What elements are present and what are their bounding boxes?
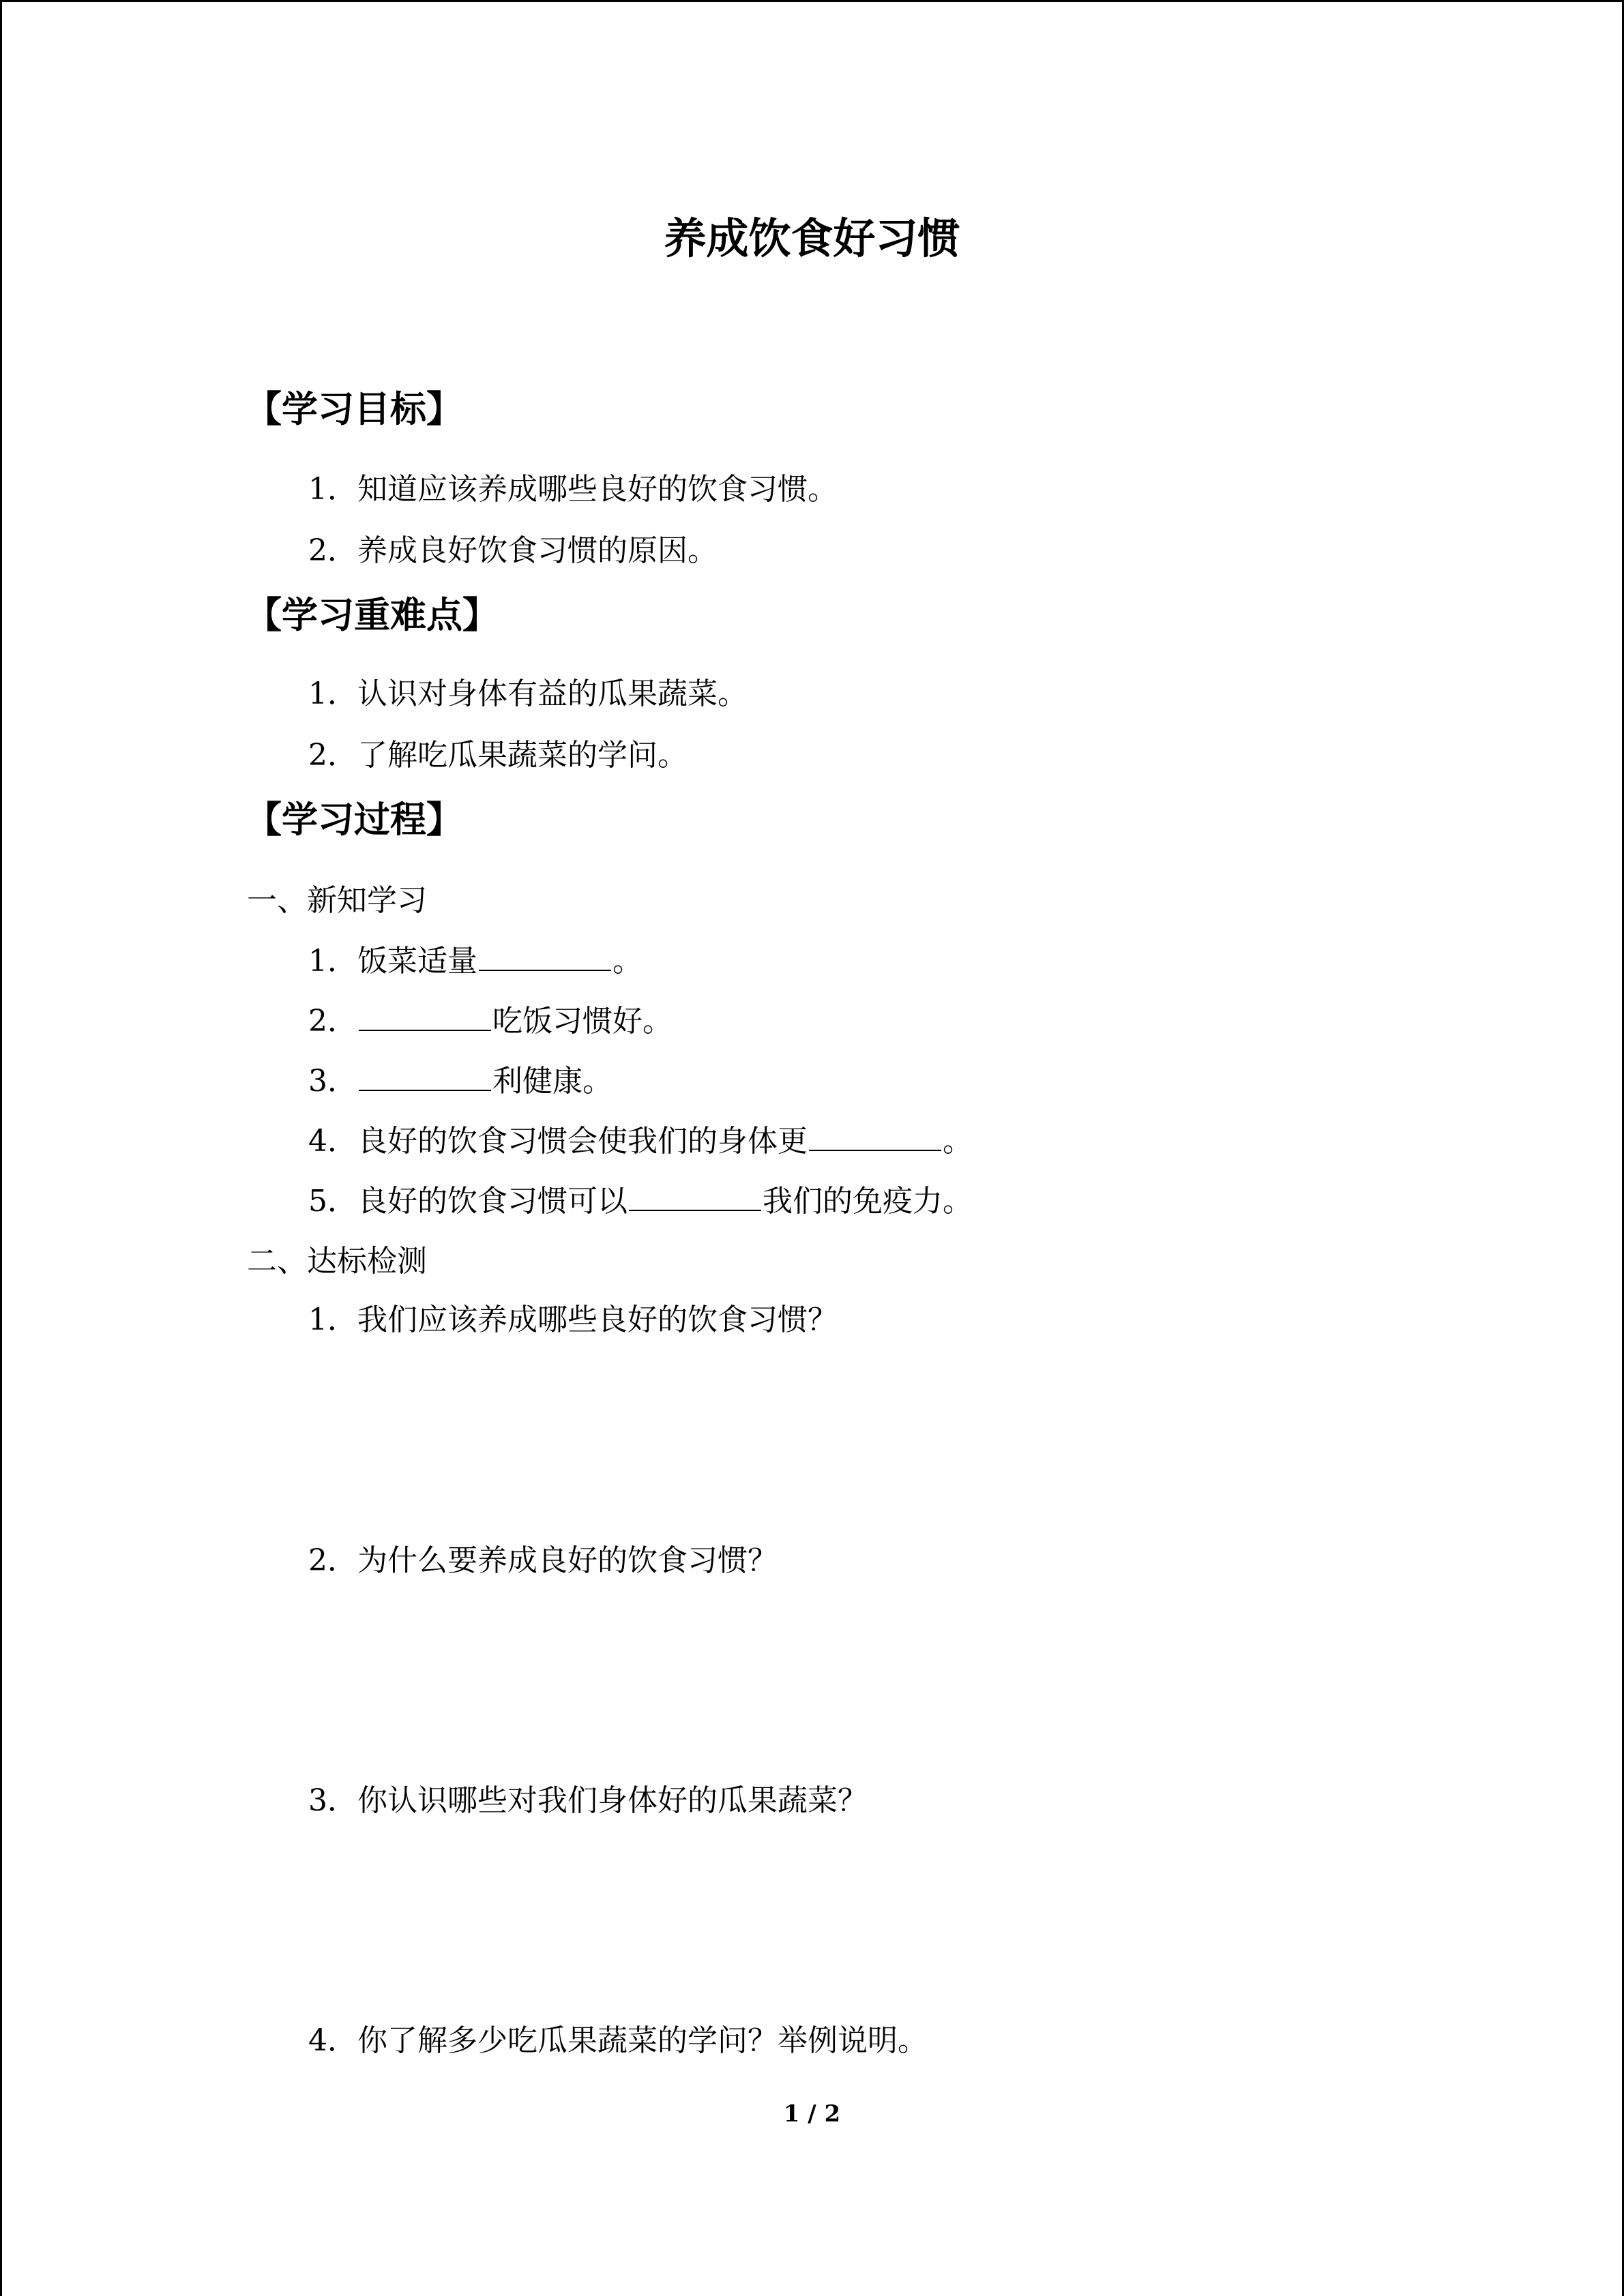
part1-label: 一、新知学习 xyxy=(247,883,427,918)
fill-in-item-2 xyxy=(308,999,673,1044)
fill-in-text-after: 利健康。 xyxy=(492,1064,612,1099)
fill-in-text-after: 。 xyxy=(612,944,643,979)
fill-in-text-before: 1．饭菜适量 xyxy=(308,944,477,979)
page-top-border xyxy=(0,0,1624,2)
fill-in-text-after: 吃饭习惯好。 xyxy=(492,1004,673,1039)
answer-blank[interactable] xyxy=(629,1180,761,1211)
answer-blank[interactable] xyxy=(359,1000,491,1031)
fill-in-item-4 xyxy=(308,1119,973,1164)
key-points-heading: 【学习重难点】 xyxy=(246,594,499,636)
fill-in-text-before: 5．良好的饮食习惯可以 xyxy=(308,1184,628,1219)
answer-blank[interactable] xyxy=(809,1120,941,1151)
goals-item-1: 1．知道应该养成哪些良好的饮食习惯。 xyxy=(308,472,838,507)
part2-label: 二、达标检测 xyxy=(247,1244,427,1279)
fill-in-item-3 xyxy=(308,1059,612,1104)
question-4: 4．你了解多少吃瓜果蔬菜的学问？举例说明。 xyxy=(308,2023,928,2058)
fill-in-item-5 xyxy=(308,1179,973,1224)
fill-in-text-before: 4．良好的饮食习惯会使我们的身体更 xyxy=(308,1124,808,1159)
fill-in-text-after: 我们的免疫力。 xyxy=(763,1184,973,1219)
goals-heading: 【学习目标】 xyxy=(246,388,462,430)
fill-in-text-after: 。 xyxy=(943,1124,973,1159)
page-left-border xyxy=(0,0,2,2296)
answer-blank[interactable] xyxy=(479,940,611,971)
question-1: 1．我们应该养成哪些良好的饮食习惯？ xyxy=(308,1302,838,1337)
question-2: 2．为什么要养成良好的饮食习惯？ xyxy=(308,1543,778,1578)
fill-in-text-before: 3． xyxy=(308,1064,357,1099)
goals-item-2: 2．养成良好饮食习惯的原因。 xyxy=(308,533,718,568)
key-points-item-2: 2．了解吃瓜果蔬菜的学问。 xyxy=(308,738,688,773)
page-number: 1 / 2 xyxy=(783,2100,841,2128)
key-points-item-1: 1．认识对身体有益的瓜果蔬菜。 xyxy=(308,676,748,711)
question-3: 3．你认识哪些对我们身体好的瓜果蔬菜？ xyxy=(308,1783,868,1818)
document-title: 养成饮食好习惯 xyxy=(664,213,960,263)
process-heading: 【学习过程】 xyxy=(246,799,462,841)
fill-in-text-before: 2． xyxy=(308,1004,357,1039)
fill-in-item-1 xyxy=(308,939,643,984)
answer-blank[interactable] xyxy=(359,1060,491,1091)
